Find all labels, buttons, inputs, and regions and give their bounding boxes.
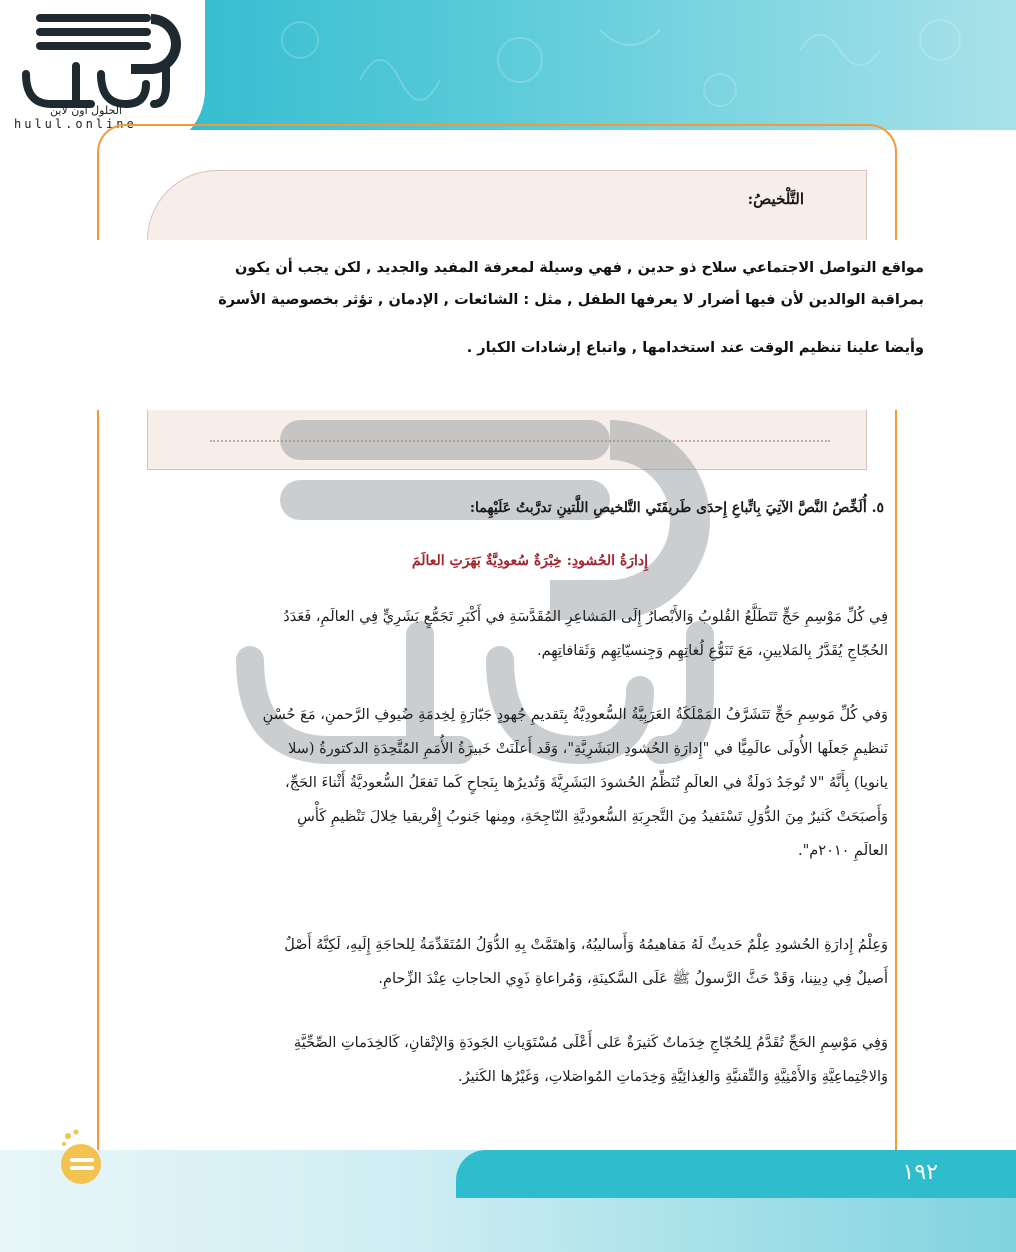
publisher-icon bbox=[56, 1126, 106, 1186]
page-number: ١٩٢ bbox=[902, 1160, 938, 1185]
paragraph-2 bbox=[128, 698, 888, 868]
paragraph-line: وَعِلْمُ إِدارَةِ الحُشودِ عِلْمٌ حَديثٌ لَهُ مَفاهيمُهُ وَأَساليبُهُ، وَاهتَمَّتْ بِهِ الدُّوَلُ المُتَقَدِّمَةُ لِلحاجَةِ إِلَيهِ، لَكِنَّهُ أَصْلٌ bbox=[284, 937, 888, 953]
paragraph-line: فِي كُلِّ مَوْسِمِ حَجٍّ تَتَطَلَّعُ القُلوبُ وَالأَبْصارُ إِلَى المَشاعِرِ المُقَدَّسَةِ في أَكْبَرِ تَجَمُّعٍ بَشَرِيٍّ فِي العالَمِ، فَعَدَدُ bbox=[283, 609, 888, 625]
paragraph-line: وَفي كُلِّ مَوسِمِ حَجٍّ تَتَشَرَّفُ المَمْلَكَةُ العَرَبِيَّةُ السُّعودِيَّةُ بِتَقديمِ جُهودٍ جَبّارَةٍ لِخِدمَةِ ضُيوفِ الرَّحمنِ، مَعَ حُسْنِ bbox=[262, 707, 888, 723]
paragraph-line: تَنظيمٍ جَعلَها الأُولَى عالَمِيًّا في "إِدارَةِ الحُشودِ البَشَرِيَّةِ"، وَقَد أَعلَنَتْ خَبيرَةُ الأُمَمِ المُتَّحِدَةِ الدكتورةُ (سلا bbox=[288, 741, 888, 757]
paragraph-line: يانويا) بِأَنَّهُ "لا تُوجَدُ دَولَةٌ في العالَمِ تُنَظِّمُ الحُشودَ البَشَرِيَّةَ وَتُديرُها بِنَجاحٍ كَما تَفعَلُ السُّعوديَّةُ أَثْناءَ الحَجِّ، bbox=[285, 775, 888, 791]
logo-arabic-text: الحلول اون لاين bbox=[50, 104, 122, 117]
paragraph-1 bbox=[128, 600, 888, 668]
paragraph-line: وَالاجْتِماعِيَّةِ وَالأَمْنِيَّةِ وَالتِّقنيَّةِ وَالغِذائِيَّةِ وَخِدَماتِ المُواصَلاتِ، وَغَيْرُها الكَثيرُ. bbox=[458, 1069, 888, 1085]
question-5: ٥. أُلَخِّصُ النَّصَّ الآتِيَ بِاتِّباعِ إِحدَى طَريقَتَي التَّلخيصِ اللَّتينِ تدرَّبتُ عَلَيْهِما: bbox=[469, 500, 884, 516]
paragraph-line: العالَمِ ٢٠١٠م". bbox=[798, 843, 888, 859]
logo-latin-text: hulul.online bbox=[14, 117, 137, 131]
article-title: إِدارَةُ الحُشودِ: خِبْرَةٌ سُعودِيَّةٌ بَهَرَتِ العالَمَ bbox=[411, 553, 648, 569]
answer-line-1: مواقع التواصل الاجتماعي سلاح ذو حدين , فهي وسيلة لمعرفة المفيد والجديد , لكن يجب أن يكون bbox=[234, 260, 924, 276]
paragraph-4 bbox=[128, 1026, 888, 1094]
answer-line-3: وأيضا علينا تنظيم الوقت عند استخدامها , واتباع إرشادات الكبار . bbox=[466, 340, 924, 356]
answer-line-2: بمراقبة الوالدين لأن فيها أضرار لا يعرفها الطفل , مثل : الشائعات , الإدمان , تؤثر بخصوصية الأسرة bbox=[218, 292, 924, 308]
paragraph-line: الحُجّاجِ يُقَدَّرُ بِالمَلايينِ، مَعَ تَنَوُّعِ لُغاتِهِم وَجِنسيّاتِهِم وَثَقافاتِهِم. bbox=[536, 643, 888, 659]
paragraph-3 bbox=[128, 928, 888, 996]
summary-heading: التَّلْخيصُ: bbox=[747, 190, 804, 208]
paragraph-line: أَصيلٌ فِي دِينِنا، وَقَدْ حَثَّ الرَّسولُ ﷺ عَلَى السَّكينَةِ، وَمُراعاةِ ذَوِي الحاجاتِ عِنْدَ الزِّحامِ. bbox=[378, 971, 888, 987]
paragraph-line: وَأَصبَحَتْ كَثيرٌ مِنَ الدُّوَلِ تَسْتَفيدُ مِنَ التَّجرِبَةِ السُّعوديَّةِ النّاجِحَةِ، ومِنها جَنوبُ إِفْريقيا خِلالَ تَنْظيمِ كَأْسِ bbox=[297, 809, 888, 825]
paragraph-line: وَفِي مَوْسِمِ الحَجِّ تُقَدَّمُ لِلحُجّاجِ خِدَماتٌ كَثيرَةٌ عَلى أَعْلَى مُسْتَوَياتِ الجَودَةِ وَالإتْقانِ، كَالخِدَماتِ الصِّحِّيَّةِ bbox=[293, 1035, 888, 1051]
logo-mark-icon bbox=[6, 4, 196, 114]
